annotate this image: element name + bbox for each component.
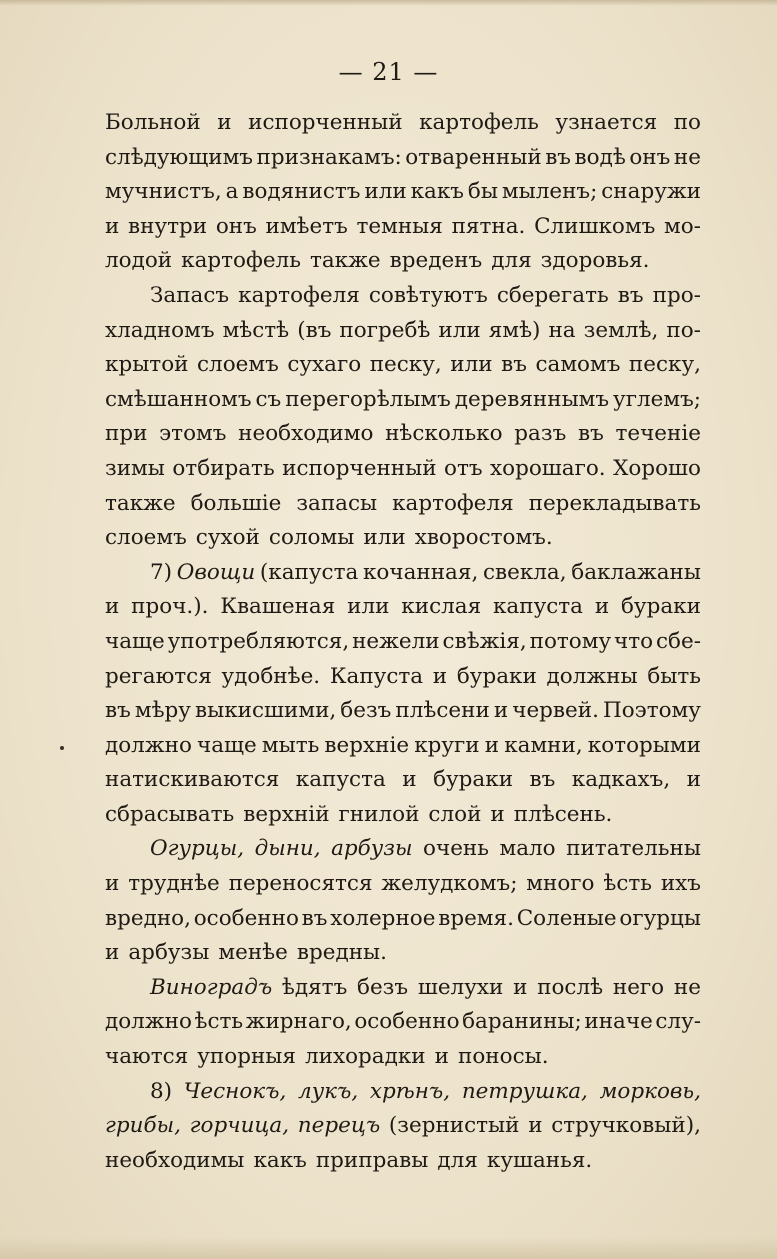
word: хворостомъ. [414, 525, 553, 551]
text-line [105, 244, 701, 279]
word: перегорѣлымъ [285, 386, 451, 412]
text-line [105, 798, 701, 833]
word: соломы [268, 525, 355, 551]
word: плѣсень. [513, 801, 613, 827]
word: мыленъ; [501, 179, 598, 205]
word: Квашеная [220, 594, 336, 620]
word: онъ [215, 213, 257, 239]
word: безъ [340, 698, 392, 724]
word: перекладывать [528, 490, 701, 516]
text-line [105, 487, 701, 522]
word: ѣсть [194, 1009, 244, 1035]
word: и [528, 1113, 543, 1139]
word: погребѣ [339, 317, 431, 343]
word: баклажаны [571, 559, 701, 585]
text-line [105, 279, 701, 314]
word: камни, [504, 732, 583, 758]
word: плѣсени [395, 698, 490, 724]
word: отъ [444, 455, 483, 481]
word: отваренный [405, 144, 542, 170]
word: въ [501, 352, 527, 378]
word: хладномъ [105, 317, 215, 343]
word: для [491, 248, 532, 274]
word: петрушка, [461, 1078, 588, 1104]
word: червей. [512, 698, 599, 724]
word: капуста [295, 767, 386, 793]
word: ихъ [660, 871, 701, 897]
text-line [105, 936, 701, 971]
word: картофеля [238, 282, 360, 308]
word: и [490, 801, 505, 827]
word: теченіе [615, 421, 701, 447]
margin-dot-mark [60, 746, 64, 750]
word: Слишкомъ [534, 213, 656, 239]
word: (капуста [259, 559, 359, 585]
word: удобнѣе. [221, 663, 321, 689]
word: какъ [253, 1147, 307, 1173]
word: бураки [456, 663, 537, 689]
word: сухаго [287, 352, 362, 378]
word: и [105, 594, 120, 620]
word: необходимы [105, 1147, 245, 1173]
word: труднѣе [128, 871, 220, 897]
word: свекла, [482, 559, 567, 585]
word: про- [652, 282, 701, 308]
word: время. [438, 905, 514, 931]
word: иначе [584, 1009, 653, 1035]
word: мѣру [134, 698, 191, 724]
word: также [105, 490, 176, 516]
text-line [105, 417, 701, 452]
text-line [105, 694, 701, 729]
word: нежели [352, 628, 440, 654]
word: землѣ, [583, 317, 659, 343]
word: или [347, 594, 390, 620]
text-line [105, 175, 701, 210]
word: и [105, 213, 120, 239]
word: по- [666, 317, 701, 343]
word: Больной [105, 110, 201, 135]
word: (въ [297, 317, 332, 343]
word: съ [255, 386, 282, 412]
word: капуста [492, 594, 583, 620]
word: и [105, 871, 120, 897]
word: мо- [663, 213, 701, 239]
word: слу- [655, 1009, 701, 1035]
page-bottom-edge [0, 1237, 777, 1259]
word: мало [499, 836, 556, 862]
word: мыть [261, 732, 320, 758]
word: очень [423, 836, 489, 862]
word: темныя [356, 213, 443, 239]
word: картофеля [392, 490, 514, 516]
word: слоемъ [197, 352, 279, 378]
word: и [432, 663, 448, 689]
word: жирнаго, [245, 1009, 352, 1035]
word: и [402, 767, 417, 793]
word: не [673, 144, 701, 170]
word: Овощи [176, 559, 256, 585]
word: (зернистый [388, 1113, 520, 1139]
word: по [673, 110, 701, 135]
word: стручковый), [551, 1113, 701, 1139]
word: верхніе [324, 732, 410, 758]
text-line [105, 521, 701, 556]
word: мучнистъ, [105, 179, 222, 205]
word: должно [105, 732, 192, 758]
text-line [105, 832, 701, 867]
text-line [105, 902, 701, 937]
word: углемъ; [613, 386, 701, 412]
word: снаружи [601, 179, 701, 205]
word: арбузы [331, 836, 413, 862]
word: лихорадки [304, 1044, 426, 1070]
word: или [450, 352, 493, 378]
word: особенно [193, 905, 299, 931]
word: Поэтому [602, 698, 701, 724]
word: баранины; [462, 1009, 582, 1035]
text-line [105, 348, 701, 383]
word: арбузы [128, 940, 210, 966]
word: большіе [190, 490, 282, 516]
page-text [105, 106, 701, 1178]
word: въ [617, 282, 644, 308]
word: верхній [243, 801, 330, 827]
word: Огурцы, [150, 836, 245, 862]
text-line [105, 1075, 701, 1110]
text-line [105, 556, 701, 591]
word: ямѣ) [488, 317, 541, 343]
word: потому [529, 628, 612, 654]
text-line [105, 590, 701, 625]
word: въ [545, 144, 571, 170]
word: и [686, 767, 701, 793]
word: не [673, 974, 701, 1000]
word: самомъ [535, 352, 621, 378]
word: для [437, 1147, 478, 1173]
word: Виноградъ [150, 974, 273, 1000]
word: ѣдятъ [281, 974, 348, 1000]
word: сбе- [656, 628, 701, 654]
word: пятна. [451, 213, 526, 239]
word: Капуста [329, 663, 424, 689]
word: дыни, [254, 836, 321, 862]
word: совѣтуютъ [368, 282, 488, 308]
word: внутри [128, 213, 208, 239]
word: Запасъ [150, 282, 230, 308]
text-line [105, 314, 701, 349]
word: 8) [150, 1078, 173, 1104]
text-line [105, 763, 701, 798]
word: мѣстѣ [222, 317, 290, 343]
word: вредны. [296, 940, 387, 966]
word: должны [546, 663, 638, 689]
word: и [493, 698, 509, 724]
word: употребляются, [167, 628, 350, 654]
text-line [105, 1109, 701, 1144]
word: выкисшими, [195, 698, 337, 724]
word: признакамъ: [256, 144, 402, 170]
word: сбрасывать [105, 801, 235, 827]
word: шелухи [417, 974, 504, 1000]
word: которыми [587, 732, 701, 758]
word: здоровья. [540, 248, 650, 274]
word: вредно, [105, 905, 191, 931]
word: кушанья. [486, 1147, 593, 1173]
word: песку, [628, 352, 701, 378]
word: менѣе [218, 940, 288, 966]
word: лодой [105, 248, 173, 274]
word: 7) [150, 559, 173, 585]
word: деревяннымъ [454, 386, 610, 412]
word: какъ [410, 179, 464, 205]
text-line [105, 729, 701, 764]
word: въ [301, 905, 328, 931]
word: зимы [105, 455, 165, 481]
word: необходимо [238, 421, 374, 447]
word: слоемъ [105, 525, 187, 551]
word: приправы [315, 1147, 429, 1173]
word: бы [467, 179, 498, 205]
word: смѣшанномъ [105, 386, 252, 412]
word: сберегать [496, 282, 609, 308]
word: Соленые [516, 905, 617, 931]
word: или [364, 179, 407, 205]
word: отбирать [172, 455, 275, 481]
word: этомъ [159, 421, 227, 447]
text-line [105, 383, 701, 418]
word: картофель [419, 110, 539, 135]
word: и [484, 732, 500, 758]
word: вреденъ [389, 248, 483, 274]
word: послѣ [537, 974, 604, 1000]
word: упорныя [197, 1044, 296, 1070]
text-line [105, 971, 701, 1006]
word: кислая [401, 594, 482, 620]
word: чаще [197, 732, 257, 758]
text-line [105, 210, 701, 245]
word: а [225, 179, 239, 205]
word: нѣсколько [385, 421, 503, 447]
text-line [105, 625, 701, 660]
page-top-edge [0, 0, 777, 6]
word: питательны [566, 836, 701, 862]
word: морковь, [599, 1078, 701, 1104]
word: разъ [514, 421, 567, 447]
word: кочанная, [362, 559, 479, 585]
word: грибы, [105, 1113, 181, 1139]
word: регаются [105, 663, 212, 689]
word: безъ [357, 974, 409, 1000]
word: или [363, 525, 406, 551]
text-line [105, 141, 701, 176]
text-line [105, 452, 701, 487]
word: на [548, 317, 576, 343]
word: перецъ [297, 1113, 381, 1139]
word: хрѣнъ, [369, 1078, 451, 1104]
text-line [105, 1144, 701, 1179]
word: много [526, 871, 595, 897]
text-line [105, 660, 701, 695]
word: кадкахъ, [571, 767, 671, 793]
word: ѣсть [603, 871, 652, 897]
word: запасы [296, 490, 378, 516]
text-line [105, 106, 701, 141]
word: или [438, 317, 481, 343]
word: гнилой [338, 801, 420, 827]
word: слѣдующимъ [105, 144, 253, 170]
word: круги [414, 732, 480, 758]
word: бураки [433, 767, 514, 793]
text-line [105, 1040, 701, 1075]
word: въ [105, 698, 131, 724]
word: и [513, 974, 528, 1000]
word: водянистъ [242, 179, 361, 205]
word: натискиваются [105, 767, 280, 793]
word: поносы. [458, 1044, 549, 1070]
word: въ [529, 767, 556, 793]
word: онъ [629, 144, 671, 170]
word: при [105, 421, 148, 447]
word: должно [105, 1009, 192, 1035]
word: переносятся [228, 871, 373, 897]
word: крытой [105, 352, 189, 378]
word: огурцы [619, 905, 701, 931]
word: водѣ [574, 144, 626, 170]
word: лукъ, [298, 1078, 359, 1104]
word: холерное [330, 905, 436, 931]
word: и [105, 940, 120, 966]
word: испорченный [248, 110, 403, 135]
word: бураки [620, 594, 701, 620]
word: слой [428, 801, 482, 827]
word: свѣжія, [442, 628, 527, 654]
word: песку, [369, 352, 442, 378]
word: въ [577, 421, 604, 447]
word: что [614, 628, 654, 654]
word: него [612, 974, 665, 1000]
word: горчица, [189, 1113, 290, 1139]
word: имѣетъ [265, 213, 348, 239]
word: особенно [354, 1009, 460, 1035]
text-line [105, 867, 701, 902]
word: сухой [195, 525, 260, 551]
word: картофель [181, 248, 301, 274]
word: хорошаго. [490, 455, 606, 481]
word: и [434, 1044, 449, 1070]
word: Хорошо [613, 455, 701, 481]
word: проч.). [131, 594, 209, 620]
word: также [309, 248, 381, 274]
word: желудкомъ; [381, 871, 518, 897]
word: и [594, 594, 610, 620]
word: Чеснокъ, [183, 1078, 287, 1104]
word: чаще [105, 628, 165, 654]
page-number: — 21 — [338, 58, 439, 86]
text-line [105, 1005, 701, 1040]
word: чаются [105, 1044, 189, 1070]
word: испорченный [282, 455, 437, 481]
word: и [217, 110, 232, 135]
word: быть [647, 663, 701, 689]
word: узнается [555, 110, 658, 135]
